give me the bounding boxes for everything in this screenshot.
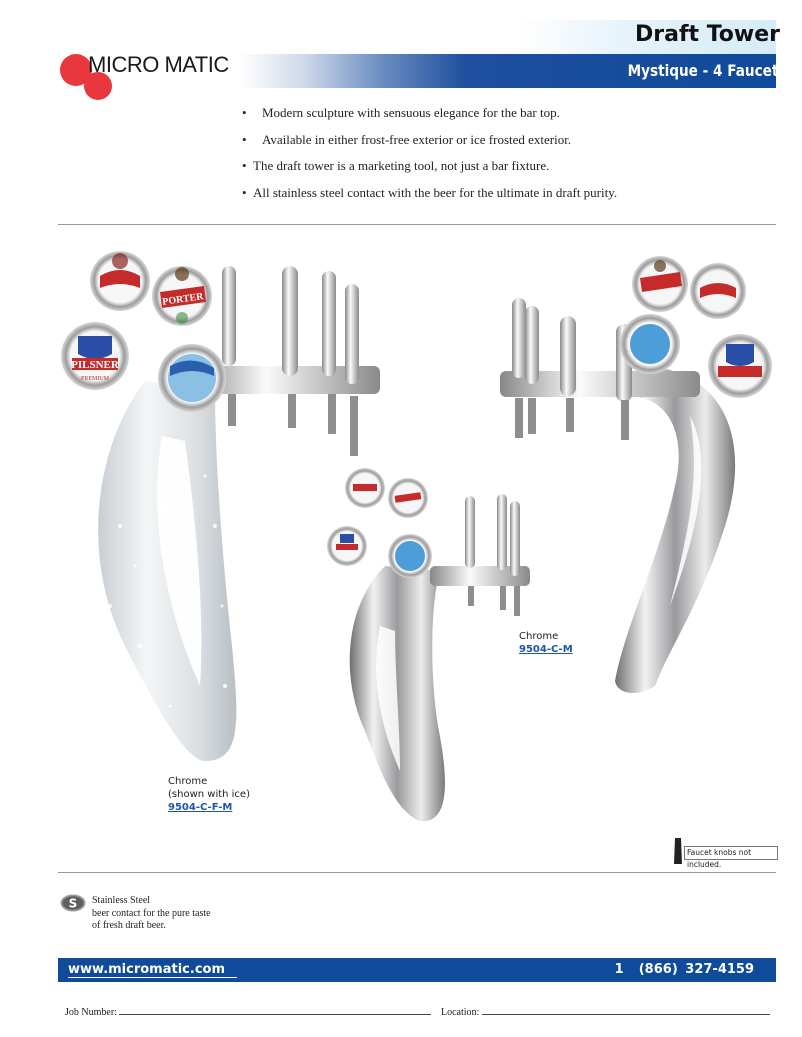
brand-name: MICRO MATIC	[88, 52, 229, 77]
faucet-knob-note: Faucet knobs not included.	[684, 846, 778, 860]
sku-link[interactable]: 9504-C-M	[519, 644, 573, 655]
bullet-icon: •	[242, 184, 247, 200]
website-link[interactable]: www.micromatic.com	[68, 962, 237, 978]
job-number-field: Job Number:	[65, 1006, 431, 1018]
job-number-blank[interactable]	[119, 1006, 431, 1015]
feature-list	[242, 105, 762, 211]
phone-number: 1 (866) 327-4159	[614, 962, 754, 977]
product-caption-frosted: Chrome (shown with ice) 9504-C-F-M	[168, 776, 250, 813]
frosted-tower	[61, 251, 380, 761]
bullet-icon: •	[242, 105, 247, 120]
chrome-tower-small	[327, 468, 530, 821]
stainless-badge-letter: S	[68, 896, 78, 911]
product-photos	[0, 226, 802, 872]
page-subtitle: Mystique - 4 Faucet	[627, 61, 778, 80]
sku-link[interactable]: 9504-C-F-M	[168, 802, 233, 813]
pilsner-sub-label: PREMIUM	[80, 376, 110, 382]
page-title: Draft Tower	[635, 22, 780, 47]
feature-item: • Available in either frost-free exterior or ice frosted exterior.	[242, 131, 572, 147]
bottom-divider	[58, 872, 776, 873]
feature-item: • The draft tower is a marketing tool, not just a bar fixture.	[242, 158, 550, 173]
top-divider	[58, 224, 776, 225]
location-field: Location:	[441, 1006, 770, 1018]
faucet-knob-icon	[673, 838, 683, 864]
porter-label: PORTER	[161, 291, 205, 308]
product-caption-chrome: Chrome 9504-C-M	[519, 631, 573, 655]
stainless-steel-text: Stainless Steel beer contact for the pure taste of fresh draft beer.	[92, 895, 211, 931]
feature-item: • Modern sculpture with sensuous elegance for the bar top.	[242, 105, 560, 120]
stainless-steel-icon	[60, 894, 86, 912]
location-blank[interactable]	[482, 1006, 770, 1015]
pilsner-label: PILSNER	[71, 359, 119, 371]
bullet-icon: •	[242, 158, 247, 173]
micro-matic-logo	[58, 52, 258, 102]
chrome-tower	[500, 256, 772, 693]
feature-item: • All stainless steel contact with the beer for the ultimate in draft purity.	[242, 184, 618, 200]
bullet-icon: •	[242, 131, 247, 147]
